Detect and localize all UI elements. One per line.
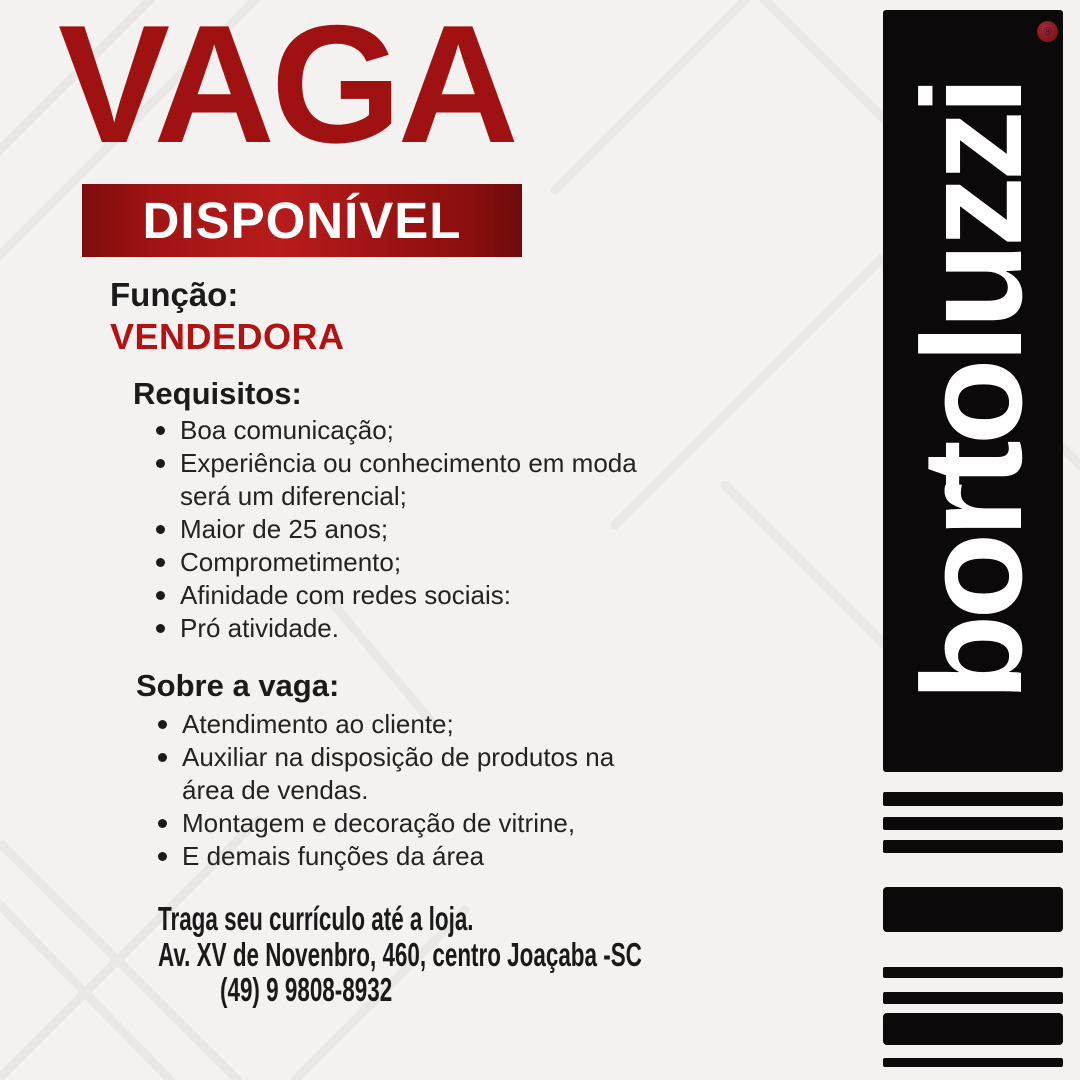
footer-phone: (49) 9 9808-8932 [220,971,393,1008]
requirement-item: Boa comunicação; [148,414,653,447]
about-item: Atendimento ao cliente; [150,708,655,741]
barcode-stripe [883,817,1063,830]
requirements-list [148,414,653,645]
requirement-item: Comprometimento; [148,546,653,579]
barcode-stripe [883,792,1063,806]
requirement-item: Maior de 25 anos; [148,513,653,546]
about-list [150,708,655,873]
brand-bar [883,10,1063,772]
about-item: E demais funções da área [150,840,655,873]
about-heading: Sobre a vaga: [136,668,340,703]
availability-banner-text: DISPONÍVEL [142,192,462,249]
footer-address: Av. XV de Novenbro, 460, centro Joaçaba -SC [158,936,642,973]
footer-cta: Traga seu currículo até a loja. [158,900,474,937]
brand-logo-text: bortoluzzi [893,80,1052,702]
role-value: VENDEDORA [110,316,345,357]
barcode-stripe [883,1058,1063,1067]
requirement-item: Pró atividade. [148,612,653,645]
about-item: Auxiliar na disposição de produtos na área de vendas. [150,741,655,807]
role-label: Função: [110,276,239,313]
requirement-item: Afinidade com redes sociais: [148,579,653,612]
availability-banner [82,184,522,257]
requirements-heading: Requisitos: [133,376,302,411]
page-title: VAGA [58,0,515,178]
barcode-stripe [883,992,1063,1004]
barcode-stripe [883,1013,1063,1045]
barcode-stripe [883,840,1063,853]
registered-trademark-icon: ® [1037,21,1058,42]
barcode-stripe [883,887,1063,932]
requirement-item: Experiência ou conhecimento em moda será um diferencial; [148,447,653,513]
about-item: Montagem e decoração de vitrine, [150,807,655,840]
barcode-stripe [883,967,1063,978]
